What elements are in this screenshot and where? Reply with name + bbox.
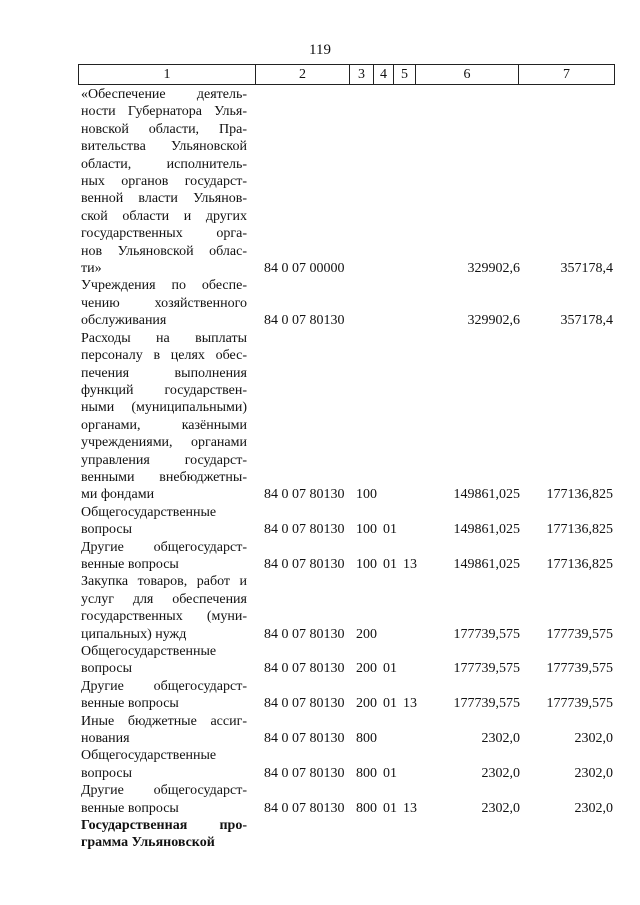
row-name <box>78 330 254 504</box>
row-name-line: органами, казёнными <box>81 417 247 433</box>
row-name-line: венные вопросы <box>81 556 179 572</box>
table-row <box>78 277 612 329</box>
row-name <box>78 817 254 852</box>
row-section: 01 <box>383 522 397 538</box>
row-name-line: управления государст- <box>81 452 247 468</box>
row-name-line: ской области и других <box>81 208 247 224</box>
row-name-line: «Обеспечение деятель- <box>81 87 247 102</box>
header-col-5: 5 <box>394 65 416 85</box>
row-value-col7: 357178,4 <box>560 313 613 329</box>
row-name-line: Расходы на выплаты <box>81 330 247 346</box>
row-value-col6: 149861,025 <box>453 487 520 503</box>
row-name-line: венными внебюджетны- <box>81 469 247 485</box>
row-code: 84 0 07 80130 <box>264 313 345 329</box>
row-name-line: Другие общегосударст- <box>81 678 247 694</box>
row-value-col6: 2302,0 <box>481 765 520 781</box>
row-name-line: обслуживания <box>81 313 167 329</box>
table-row <box>78 86 612 277</box>
header-col-3: 3 <box>350 65 374 85</box>
row-name-line: вопросы <box>81 765 132 781</box>
row-value-col7: 2302,0 <box>574 800 613 816</box>
row-name <box>78 504 254 539</box>
row-name-line: венной власти Ульянов- <box>81 191 247 207</box>
table-row <box>78 539 612 574</box>
budget-table-body <box>78 86 612 852</box>
row-code: 84 0 07 80130 <box>264 731 345 747</box>
row-section: 01 <box>383 765 397 781</box>
row-expense-type: 100 <box>356 556 377 572</box>
table-row <box>78 330 612 504</box>
row-name-line: нования <box>81 731 130 747</box>
table-row <box>78 573 612 643</box>
row-value-col6: 2302,0 <box>481 731 520 747</box>
row-name-line: нов Ульяновской облас- <box>81 243 247 259</box>
row-name-line: Закупка товаров, работ и <box>81 574 247 590</box>
row-name-line: ти» <box>81 261 102 277</box>
row-name-line: вительства Ульяновской <box>81 139 247 155</box>
row-name-line: Общегосударственные <box>81 504 217 520</box>
row-expense-type: 800 <box>356 765 377 781</box>
row-code: 84 0 07 00000 <box>264 261 345 277</box>
row-name-line: учреждениями, органами <box>81 435 247 451</box>
row-code: 84 0 07 80130 <box>264 696 345 712</box>
row-name-line: функций государствен- <box>81 382 247 398</box>
row-expense-type: 200 <box>356 696 377 712</box>
row-subsection: 13 <box>403 556 417 572</box>
table-row <box>78 782 612 817</box>
row-subsection: 13 <box>403 696 417 712</box>
row-name-line: Другие общегосударст- <box>81 539 247 555</box>
row-expense-type: 100 <box>356 522 377 538</box>
row-expense-type: 200 <box>356 661 377 677</box>
table-row <box>78 713 612 748</box>
row-name-line: Иные бюджетные ассиг- <box>81 713 247 729</box>
row-code: 84 0 07 80130 <box>264 556 345 572</box>
row-name-line: Государственная про- <box>81 818 247 834</box>
row-name-line: новской области, Пра- <box>81 121 247 137</box>
row-name-line: Другие общегосударст- <box>81 783 247 799</box>
table-row <box>78 643 612 678</box>
row-name <box>78 747 254 782</box>
row-name-line: Общегосударственные <box>81 748 217 764</box>
row-name <box>78 713 254 748</box>
row-name-line: государственных (муни- <box>81 609 247 625</box>
row-name-line: услуг для обеспечения <box>81 591 247 607</box>
row-name-line: венные вопросы <box>81 800 179 816</box>
row-name <box>78 277 254 329</box>
row-code: 84 0 07 80130 <box>264 661 345 677</box>
row-value-col7: 2302,0 <box>574 765 613 781</box>
table-row <box>78 747 612 782</box>
row-value-col7: 177739,575 <box>546 626 613 642</box>
row-name <box>78 678 254 713</box>
row-section: 01 <box>383 661 397 677</box>
row-section: 01 <box>383 556 397 572</box>
row-value-col6: 329902,6 <box>467 261 520 277</box>
row-value-col7: 177739,575 <box>546 696 613 712</box>
row-code: 84 0 07 80130 <box>264 800 345 816</box>
row-section: 01 <box>383 800 397 816</box>
row-code: 84 0 07 80130 <box>264 487 345 503</box>
header-col-1: 1 <box>79 65 256 85</box>
row-name-line: ципальных) нужд <box>81 626 187 642</box>
row-name-line: Учреждения по обеспе- <box>81 278 247 294</box>
row-value-col7: 177136,825 <box>546 487 613 503</box>
header-col-7: 7 <box>519 65 615 85</box>
row-value-col7: 177136,825 <box>546 556 613 572</box>
row-name-line: ми фондами <box>81 487 155 503</box>
row-name-line: вопросы <box>81 661 132 677</box>
row-name-line: ных органов государст- <box>81 174 247 190</box>
row-expense-type: 800 <box>356 800 377 816</box>
row-section: 01 <box>383 696 397 712</box>
row-name <box>78 573 254 643</box>
row-code: 84 0 07 80130 <box>264 522 345 538</box>
table-row <box>78 504 612 539</box>
row-expense-type: 800 <box>356 731 377 747</box>
table-header <box>78 64 615 85</box>
row-value-col6: 2302,0 <box>481 800 520 816</box>
row-name-line: государственных орга- <box>81 226 247 242</box>
row-name-line: персоналу в целях обес- <box>81 348 247 364</box>
row-value-col6: 177739,575 <box>453 661 520 677</box>
row-name <box>78 539 254 574</box>
page-number: 119 <box>309 42 331 58</box>
row-expense-type: 100 <box>356 487 377 503</box>
row-value-col7: 177739,575 <box>546 661 613 677</box>
row-name-line: чению хозяйственного <box>81 295 247 311</box>
row-name <box>78 86 254 277</box>
table-row <box>78 817 612 852</box>
row-value-col6: 149861,025 <box>453 556 520 572</box>
row-name-line: грамма Ульяновской <box>81 835 215 851</box>
row-name-line: Общегосударственные <box>81 644 217 659</box>
header-col-6: 6 <box>416 65 519 85</box>
row-value-col6: 329902,6 <box>467 313 520 329</box>
row-value-col6: 149861,025 <box>453 522 520 538</box>
row-name-line: ными (муниципальными) <box>81 400 247 416</box>
row-value-col7: 177136,825 <box>546 522 613 538</box>
row-name-line: области, исполнитель- <box>81 156 247 172</box>
row-name-line: печения выполнения <box>81 365 247 381</box>
row-name <box>78 643 254 678</box>
row-expense-type: 200 <box>356 626 377 642</box>
header-col-4: 4 <box>374 65 394 85</box>
row-name-line: ности Губернатора Улья- <box>81 104 247 120</box>
row-value-col6: 177739,575 <box>453 696 520 712</box>
row-subsection: 13 <box>403 800 417 816</box>
row-code: 84 0 07 80130 <box>264 626 345 642</box>
row-value-col7: 2302,0 <box>574 731 613 747</box>
row-name-line: вопросы <box>81 522 132 538</box>
row-code: 84 0 07 80130 <box>264 765 345 781</box>
row-value-col6: 177739,575 <box>453 626 520 642</box>
row-value-col7: 357178,4 <box>560 261 613 277</box>
row-name <box>78 782 254 817</box>
table-row <box>78 678 612 713</box>
header-col-2: 2 <box>256 65 350 85</box>
row-name-line: венные вопросы <box>81 696 179 712</box>
